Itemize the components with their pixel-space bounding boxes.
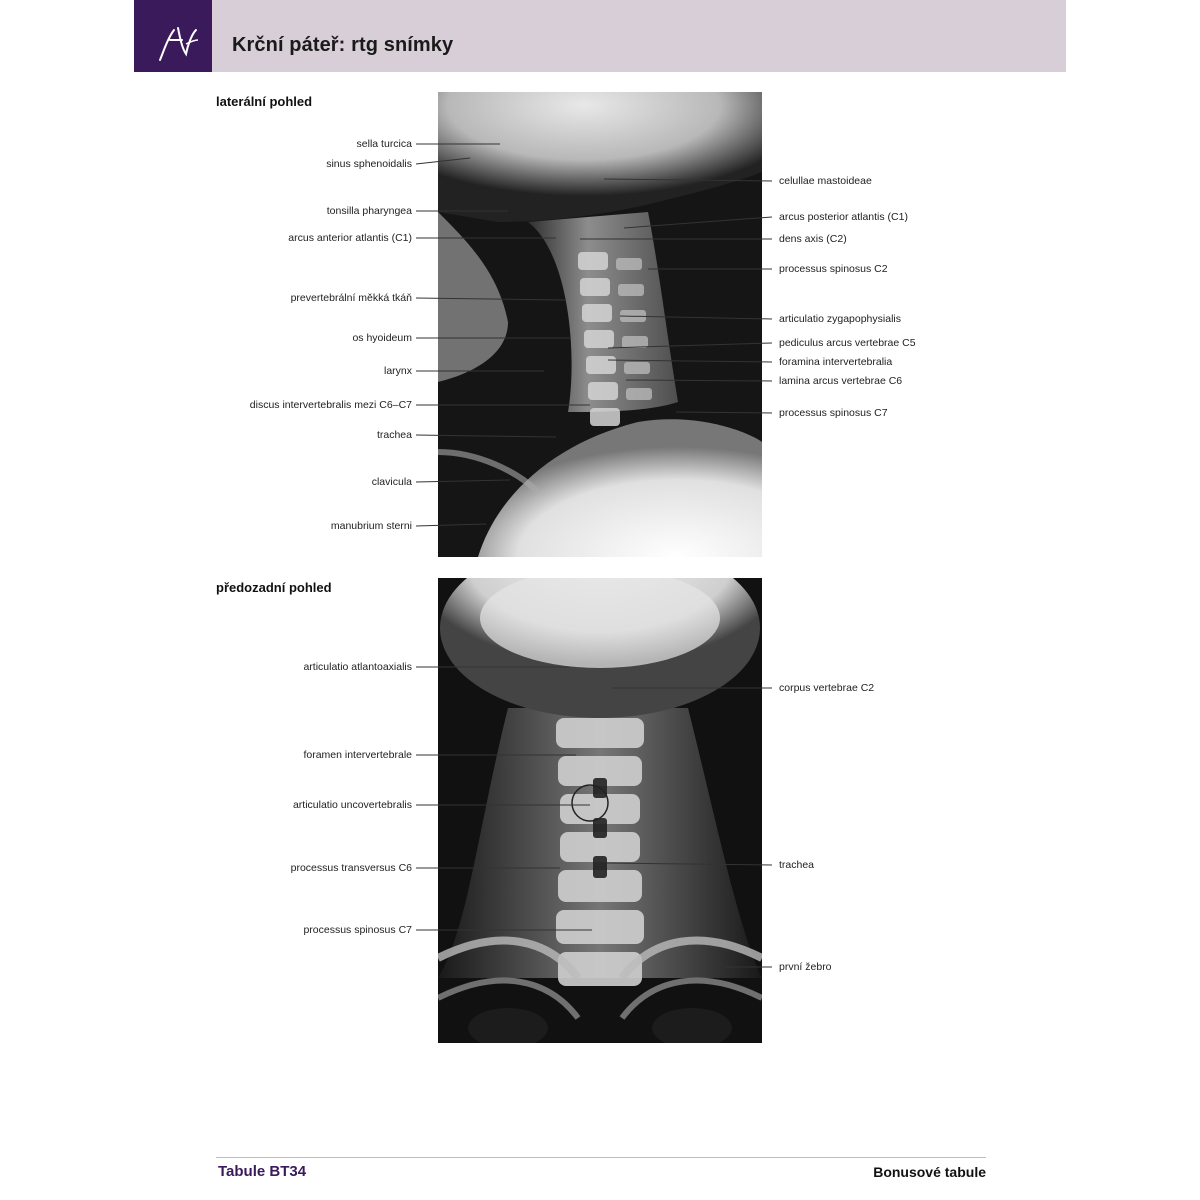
label-larynx: larynx [383,365,412,377]
page-title: Krční páteř: rtg snímky [232,34,454,56]
label-arcus-posterior-atlantis: arcus posterior atlantis (C1) [779,211,908,223]
label-foramina-intervertebralia: foramina intervertebralia [779,356,893,368]
label-prvni-zebro: první žebro [779,961,832,973]
label-processus-transversus-c6: processus transversus C6 [290,862,412,874]
label-processus-spinosus-c7-ap: processus spinosus C7 [303,924,412,936]
section-name: Bonusové tabule [873,1164,986,1180]
label-articulatio-atlantoaxialis: articulatio atlantoaxialis [303,661,412,673]
label-prevertebralni-mekka-tkan: prevertebrální měkká tkáň [290,292,412,304]
label-processus-spinosus-c2: processus spinosus C2 [779,263,888,275]
plate-number: Tabule BT34 [218,1163,307,1180]
label-clavicula: clavicula [371,476,412,488]
label-os-hyoideum: os hyoideum [352,332,412,344]
label-discus-intervertebralis: discus intervertebralis mezi C6–C7 [249,399,412,411]
footer-divider [216,1157,986,1158]
netter-logo [134,0,212,72]
lateral-section-title: laterální pohled [216,94,313,109]
label-manubrium-sterni: manubrium sterni [330,520,412,532]
lateral-xray-image [438,92,762,557]
label-sinus-sphenoidalis: sinus sphenoidalis [326,158,412,170]
label-sella-turcica: sella turcica [356,138,412,150]
label-arcus-anterior-atlantis: arcus anterior atlantis (C1) [288,232,412,244]
ap-section-title: předozadní pohled [216,580,332,595]
ap-xray-image [438,578,762,1043]
label-corpus-vertebrae-c2: corpus vertebrae C2 [779,682,875,694]
label-processus-spinosus-c7-lateral: processus spinosus C7 [779,407,888,419]
label-trachea-ap: trachea [779,859,815,871]
label-articulatio-uncovertebralis: articulatio uncovertebralis [292,799,412,811]
label-lamina-arcus-vertebrae-c6: lamina arcus vertebrae C6 [779,375,903,387]
label-pediculus-arcus-vertebrae-c5: pediculus arcus vertebrae C5 [779,337,916,349]
label-foramen-intervertebrale: foramen intervertebrale [303,749,412,761]
label-dens-axis: dens axis (C2) [779,233,847,245]
label-articulatio-zygapophysialis: articulatio zygapophysialis [779,313,901,325]
label-trachea-lateral: trachea [376,429,412,441]
label-celullae-mastoideae: celullae mastoideae [779,175,872,187]
label-tonsilla-pharyngea: tonsilla pharyngea [326,205,412,217]
